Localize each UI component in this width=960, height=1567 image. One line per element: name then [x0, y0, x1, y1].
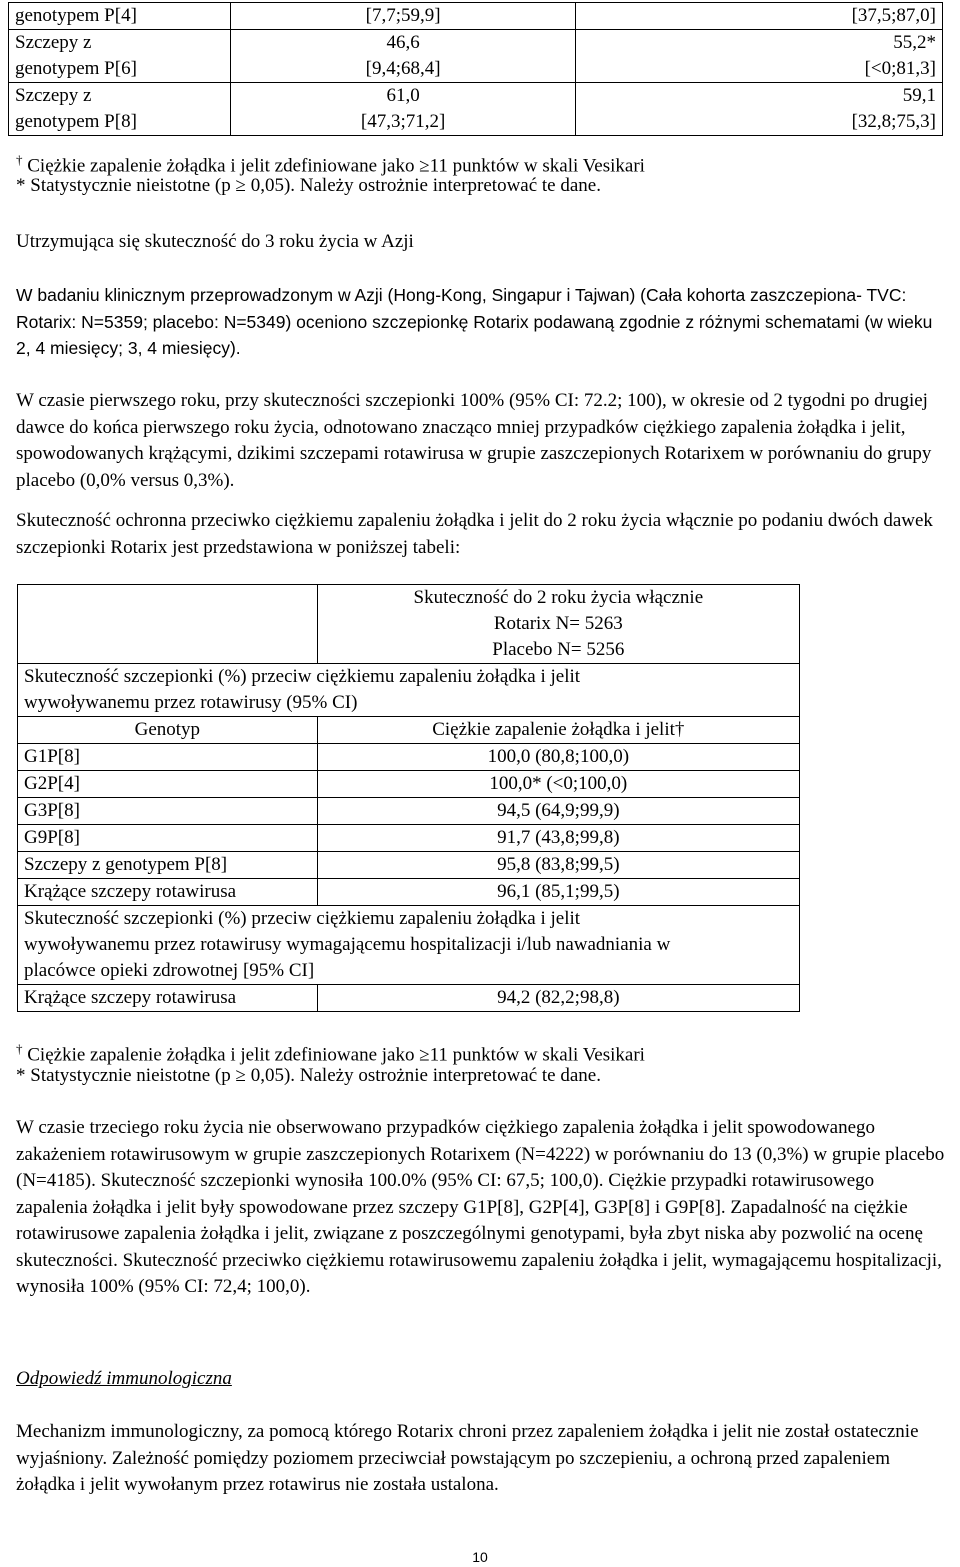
paragraph: Mechanizm immunologiczny, za pomocą którego Rotarix chroni przez zapaleniem żołądka i jelit nie został ostatecznie wyjaśniony. Zależność pomiędzy poziomem przeciwciał powstającym po szczepieniu, a ochroną przed zapaleniem żołądka i jelit wywołanym przez rotawirus nie została ustalona.: [16, 1421, 919, 1495]
genotype-header: Genotyp: [18, 717, 318, 744]
cell-value: 59,1 [32,8;75,3]: [576, 83, 943, 136]
empty-cell: [18, 585, 318, 664]
genotype-cell: Szczepy z genotypem P[8]: [18, 852, 318, 879]
paragraph: W badaniu klinicznym przeprowadzonym w Azji (Hong-Kong, Singapur i Tajwan) (Cała kohorta zaszczepiona- TVC: Rotarix: N=5359; placebo: N=5349) oceniono szczepionkę Rotarix podawaną zgodnie z różnymi schematami (w wieku 2, 4 miesięcy; 3, 4 miesięcy).: [16, 285, 933, 358]
value-cell: 100,0 (80,8;100,0): [317, 744, 799, 771]
value-cell: 91,7 (43,8;99,8): [317, 825, 799, 852]
cell-value: 55,2* [<0;81,3]: [576, 30, 943, 83]
row-label: Szczepy z genotypem P[6]: [9, 30, 231, 83]
table-header: Skuteczność do 2 roku życia włącznie Rotarix N= 5263 Placebo N= 5256: [317, 585, 799, 664]
section-row: [18, 906, 800, 985]
genotype-cell: G3P[8]: [18, 798, 318, 825]
dagger-symbol: †: [16, 152, 23, 167]
paragraph: W czasie trzeciego roku życia nie obserwowano przypadków ciężkiego zapalenia żołądka i jelit spowodowanego zakażeniem rotawirusowym w grupie zaszczepionych Rotarixem (N=4222) w porównaniu do 13 (0,3%) w grupie placebo (N=4185). Skuteczność szczepionki wynosiła 100.0% (95% CI: 67,5; 100,0). Ciężkie przypadki rotawirusowego zapalenia żołądka i jelit były spowodowane przez szczepy G1P[8], G2P[4], G3P[8] i G9P[8]. Zapadalność na ciężkie rotawirusowe zapalenia żołądka i jelit, związane z poszczególnymi genotypami, była zbyt niska aby pozwolić na ocenę skuteczności. Skuteczność przeciwko ciężkiemu rotawirusowemu zapaleniu żołądka i jelit, wymagającemu hospitalizacji, wynosiła 100% (95% CI: 72,4; 100,0).: [16, 1117, 945, 1297]
value-cell: 96,1 (85,1;99,5): [317, 879, 799, 906]
value-cell: 94,2 (82,2;98,8): [317, 985, 799, 1012]
section-heading: Utrzymująca się skuteczność do 3 roku życia w Azji: [16, 231, 414, 252]
table-row: [18, 985, 800, 1012]
efficacy-table: [17, 584, 800, 1012]
table-row: [18, 771, 800, 798]
value-cell: 95,8 (83,8;99,5): [317, 852, 799, 879]
paragraph: Skuteczność ochronna przeciwko ciężkiemu zapaleniu żołądka i jelit do 2 roku życia włącznie po podaniu dwóch dawek szczepionki Rotarix jest przedstawiona w poniższej tabeli:: [16, 510, 933, 558]
section-row: [18, 664, 800, 717]
value-cell: 94,5 (64,9;99,9): [317, 798, 799, 825]
genotype-cell: Krążące szczepy rotawirusa: [18, 879, 318, 906]
table-row: [18, 825, 800, 852]
row-label: Szczepy z genotypem P[8]: [9, 83, 231, 136]
section-heading: Odpowiedź immunologiczna: [16, 1368, 232, 1389]
paragraph: W czasie pierwszego roku, przy skuteczności szczepionki 100% (95% CI: 72.2; 100), w okresie od 2 tygodni po drugiej dawce do końca pierwszego roku życia, odnotowano znacząco mniej przypadków ciężkiego zapalenia żołądka i jelit, spowodowanych krążącymi, dzikimi szczepami rotawirusa w grupie zaszczepionych Rotarixem w porównaniu do grupy placebo (0,0% versus 0,3%).: [16, 390, 932, 491]
table-header-row: [18, 585, 800, 664]
table-row: [9, 83, 943, 136]
cell-value: [7,7;59,9]: [230, 3, 576, 30]
footnote-asterisk-2: * Statystycznie nieistotne (p ≥ 0,05). Należy ostrożnie interpretować te dane.: [16, 1065, 601, 1086]
top-efficacy-table: [8, 2, 943, 136]
genotype-cell: G1P[8]: [18, 744, 318, 771]
table-row: [9, 3, 943, 30]
genotype-cell: G9P[8]: [18, 825, 318, 852]
cell-value: 46,6 [9,4;68,4]: [230, 30, 576, 83]
table-row: [9, 30, 943, 83]
genotype-cell: Krążące szczepy rotawirusa: [18, 985, 318, 1012]
table-row: [18, 798, 800, 825]
table-row: [18, 744, 800, 771]
severe-header: Ciężkie zapalenie żołądka i jelit†: [317, 717, 799, 744]
dagger-symbol: †: [16, 1041, 23, 1056]
section-title: Skuteczność szczepionki (%) przeciw ciężkiemu zapaleniu żołądka i jelit wywoływanemu przez rotawirusy (95% CI): [18, 664, 800, 717]
cell-value: [37,5;87,0]: [576, 3, 943, 30]
footnote-text: Ciężkie zapalenie żołądka i jelit zdefiniowane jako ≥11 punktów w skali Vesikari: [27, 1044, 645, 1066]
column-header-row: [18, 717, 800, 744]
cell-value: 61,0 [47,3;71,2]: [230, 83, 576, 136]
footnote-text: Ciężkie zapalenie żołądka i jelit zdefiniowane jako ≥11 punktów w skali Vesikari: [27, 155, 645, 177]
footnote-asterisk-1: * Statystycznie nieistotne (p ≥ 0,05). Należy ostrożnie interpretować te dane.: [16, 175, 601, 196]
table-row: [18, 852, 800, 879]
table-row: [18, 879, 800, 906]
section-title: Skuteczność szczepionki (%) przeciw ciężkiemu zapaleniu żołądka i jelit wywoływanemu przez rotawirusy wymagającemu hospitalizacji i/lub nawadniania w placówce opieki zdrowotnej [95% CI]: [18, 906, 800, 985]
page-number: 10: [472, 1549, 488, 1565]
row-label: genotypem P[4]: [9, 3, 231, 30]
value-cell: 100,0* (<0;100,0): [317, 771, 799, 798]
genotype-cell: G2P[4]: [18, 771, 318, 798]
